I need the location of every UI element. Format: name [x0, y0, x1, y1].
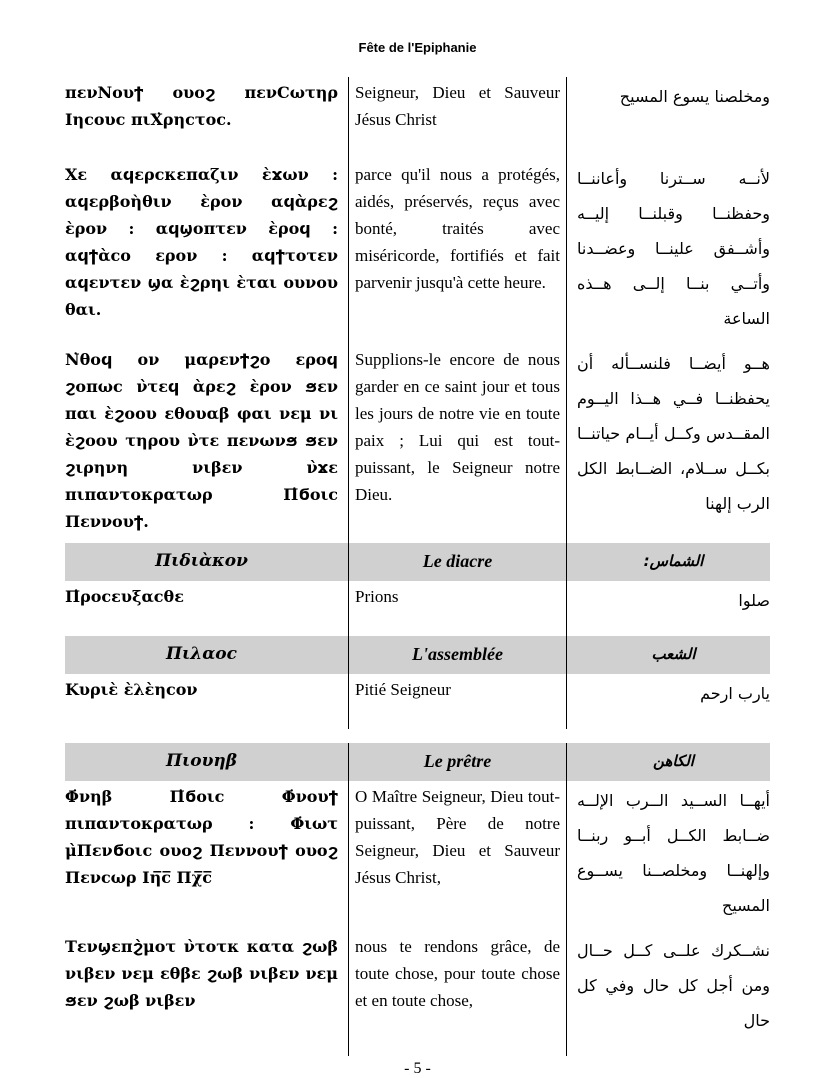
- table-row: [65, 159, 770, 344]
- coptic-text: Κυριὲ ὲλὲηcον: [65, 680, 198, 699]
- arabic-text: نشــكرك علــى كــل حــال ومن أجل كل حال وفي كل حال: [577, 941, 770, 1030]
- role-header-coptic-label: Πιλαοc: [65, 636, 348, 674]
- role-header-coptic-label: Πιουηβ: [65, 743, 348, 781]
- coptic-text: Π̇ροcευξαcθε: [65, 587, 184, 606]
- page-title: Fête de l'Epiphanie: [358, 40, 477, 55]
- table-section-1: [65, 77, 770, 729]
- role-header-french-label: Le prêtre: [348, 743, 567, 781]
- table-row: [65, 674, 770, 729]
- french-text: nous te rendons grâce, de toute chose, pour toute chose et en toute chose,: [348, 931, 567, 1056]
- coptic-text: Χε αϥερcκεπαζιν ὲϫων : αϥερβοὴθιν ὲρον αϥὰρεϩ ὲρον : αϥϣοπτεν ὲροϥ : αϥϯὰcο ερον : αϥϯτοτεν αϥεντεν ϣα ὲϩρηι ὲται ουνου θαι.: [65, 165, 338, 319]
- role-header-arabic-label: الشماس:: [567, 543, 770, 581]
- french-text: Supplions-le encore de nous garder en ce saint jour et tous les jours de notre vie en toute paix ; Lui qui est tout-puissant, le Seigneur notre Dieu.: [348, 344, 567, 543]
- coptic-text: Τενϣεπϩ̀μοτ ν̀τοτκ κατα ϩωβ νιβεν νεμ εθβε ϩωβ νιβεν νεμ ϧεν ϩωβ νιβεν: [65, 937, 338, 1010]
- table-row: [65, 781, 770, 931]
- french-text: Seigneur, Dieu et Sauveur Jésus Christ: [348, 77, 567, 159]
- table-row: [65, 581, 770, 636]
- page-number: - 5 -: [404, 1060, 431, 1077]
- role-header-priest: [65, 743, 770, 781]
- role-header-french-label: L'assemblée: [348, 636, 567, 674]
- arabic-text: هــو أيضــا فلنســأله أن يحفظنــا فــي هــذا اليــوم المقــدس وكــل أيــام حياتنــا بكــل ســلام، الضــابط الكل الرب إلهنا: [577, 354, 770, 513]
- french-text: Prions: [348, 581, 567, 636]
- french-text: Pitié Seigneur: [348, 674, 567, 729]
- coptic-text: πενΝουϯ ουοϩ πενCωτηρ Ιηcουc πιΧ̇ρηcτοc.: [65, 83, 338, 129]
- table-row: [65, 77, 770, 159]
- role-header-arabic-label: الكاهن: [567, 743, 770, 781]
- french-text: O Maître Seigneur, Dieu tout-puissant, Père de notre Seigneur, Dieu et Sauveur Jésus Christ,: [348, 781, 567, 931]
- arabic-text: يارب ارحم: [700, 684, 770, 703]
- arabic-text: ومخلصنا يسوع المسيح: [619, 87, 770, 106]
- table-section-2: [65, 743, 770, 1056]
- role-header-assembly: [65, 636, 770, 674]
- role-header-arabic-label: الشعب: [567, 636, 770, 674]
- arabic-text: أيهــا الســيد الــرب الإلــه ضــابط الكــل أبــو ربنــا وإلهنــا ومخلصــنا يســوع المسيح: [577, 791, 770, 915]
- french-text: parce qu'il nous a protégés, aidés, préservés, reçus avec bonté, traités avec miséricorde, fortifiés et fait parvenir jusqu'à cette heure.: [348, 159, 567, 344]
- coptic-text: Φ̇νηβ Π̇ϭοιc Φ̇νουϯ πιπαντοκρατωρ : Φ̇ιωτ μ̀Πενϭοιc ουοϩ Πεννουϯ ουοϩ Πενcωρ Ιη̅c̅ Πχ̅c̅: [65, 787, 338, 887]
- table-row: [65, 344, 770, 543]
- role-header-french-label: Le diacre: [348, 543, 567, 581]
- arabic-text: لأنــه ســترنا وأعاننــا وحفظنــا وقبلنــا إليــه وأشــفق علينــا وعضــدنا وأتــي بنــا إلــى هــذه الساعة: [577, 169, 770, 328]
- table-row: [65, 931, 770, 1056]
- coptic-text: Ν̇θοϥ ον μαρενϯϩο εροϥ ϩοπωc ν̀τεϥ ὰρεϩ ὲρον ϧεν παι ὲϩοου εθουαβ φαι νεμ νι ὲϩοου τηρου ν̀τε πενωνϧ ϧεν ϩιρηνη νιβεν ν̀ϫε πιπαντοκρατωρ Π̇ϭοιc Πεννουϯ.: [65, 350, 338, 531]
- arabic-text: صلوا: [738, 591, 770, 610]
- role-header-coptic-label: Πιδιὰκον: [65, 543, 348, 581]
- role-header-deacon: [65, 543, 770, 581]
